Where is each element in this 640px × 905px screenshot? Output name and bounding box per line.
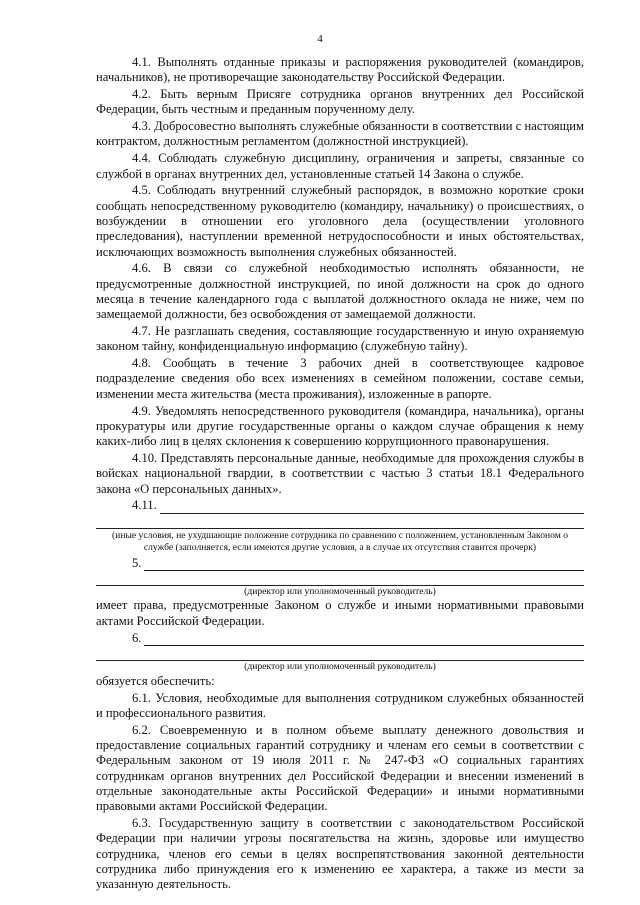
clause-4-9: 4.9. Уведомлять непосредственного руководителя (командира, начальника), органы прокуратуры или другие государственные органы о каждом случае обращения к нему каких-либо лиц в целях склонения к совершению коррупционного правонарушения. (96, 403, 584, 449)
clause-6-3: 6.3. Государственную защиту в соответствии с законодательством Российской Федерации при наличии угрозы посягательства на жизнь, здоровье или имущество сотрудника, членов его семьи в целях воспрепятствования законной деятельности сотрудника либо принуждения его к изменению ее характера, а также из мести за указанную деятельность. (96, 815, 584, 892)
section-6-label: 6. (132, 631, 142, 645)
fill-rule (96, 516, 584, 529)
fill-rule (144, 558, 584, 571)
clause-6-1: 6.1. Условия, необходимые для выполнения сотрудником служебных обязанностей и профессионального развития. (96, 690, 584, 720)
clause-4-3: 4.3. Добросовестно выполнять служебные обязанности в соответствии с настоящим контрактом, должностным регламентом (должностной инструкцией). (96, 119, 584, 149)
section-5-fill-line (96, 556, 584, 571)
clause-4-11-label: 4.11. (132, 498, 157, 513)
document-body (96, 55, 584, 894)
clause-4-7: 4.7. Не разглашать сведения, составляющие государственную и иную охраняемую законом тайну, конфиденциальную информацию (служебную тайну). (96, 324, 584, 354)
fill-rule (96, 573, 584, 586)
page-number: 4 (317, 33, 323, 45)
section-5-caption: (директор или уполномоченный руководитель) (244, 585, 436, 597)
clause-4-1: 4.1. Выполнять отданные приказы и распоряжения руководителей (командиров, начальников), не противоречащие законодательству Российской Федерации. (96, 55, 584, 85)
clause-4-6: 4.6. В связи со служебной необходимостью исполнять обязанности, не предусмотренные должностной инструкцией, по иной должности на срок до одного месяца в течение календарного года с выплатой должностного оклада не ниже, чем по замещаемой должности, без освобождения от замещаемой должности. (96, 261, 584, 322)
clause-4-5: 4.5. Соблюдать внутренний служебный распорядок, в возможно короткие сроки сообщать непосредственному руководителю (командиру, начальнику) о происшествиях, о возбуждении в отношении его уголовного дела (осуществлении уголовного преследования), наступлении временной нетрудоспособности и иных обстоятельствах, исключающих возможность выполнения служебных обязанностей. (96, 183, 584, 259)
fill-rule (144, 633, 584, 646)
fill-rule (96, 648, 584, 661)
section-6-text: обязуется обеспечить: (96, 673, 215, 688)
clause-6-2: 6.2. Своевременную и в полном объеме выплату денежного довольствия и предоставление социальных гарантий сотруднику и членам его семьи в соответствии с Федеральным законом от 19 июля 2011 г. № 247-ФЗ «О социальных гарантиях сотрудникам органов внутренних дел Российской Федерации и внесении изменений в отдельные законодательные акты Российской Федерации» и иными нормативными правовыми актами Российской Федерации. (96, 722, 584, 814)
clause-4-10: 4.10. Представлять персональные данные, необходимые для прохождения службы в войсках национальной гвардии, в соответствии с частью 3 статьи 18.1 Федерального закона «О персональных данных». (96, 450, 584, 496)
fill-rule (160, 501, 584, 514)
section-5-text: имеет права, предусмотренные Законом о службе и иными нормативными правовыми актами Российской Федерации. (96, 598, 584, 628)
section-6-caption: (директор или уполномоченный руководитель) (244, 661, 436, 673)
clause-4-2: 4.2. Быть верным Присяге сотрудника органов внутренних дел Российской Федерации, быть честным и преданным порученному делу. (96, 87, 584, 117)
clause-4-4: 4.4. Соблюдать служебную дисциплину, ограничения и запреты, связанные со службой в органах внутренних дел, установленные статьей 14 Закона о службе. (96, 151, 584, 181)
section-6-fill-line (96, 631, 584, 646)
section-5-label: 5. (132, 555, 142, 570)
clause-4-8: 4.8. Сообщать в течение 3 рабочих дней в соответствующее кадровое подразделение сведения обо всех изменениях в семейном положении, составе семьи, изменении места жительства (места проживания), изложенные в рапорте. (96, 356, 584, 401)
clause-4-11-caption: (иные условия, не ухудшающие положение сотрудника по сравнению с положением, установленным Законом о службе (заполняется, если имеются другие условия, а в случае их отсутствия ставится прочерк) (111, 529, 568, 554)
clause-4-11-fill-line (96, 498, 584, 513)
